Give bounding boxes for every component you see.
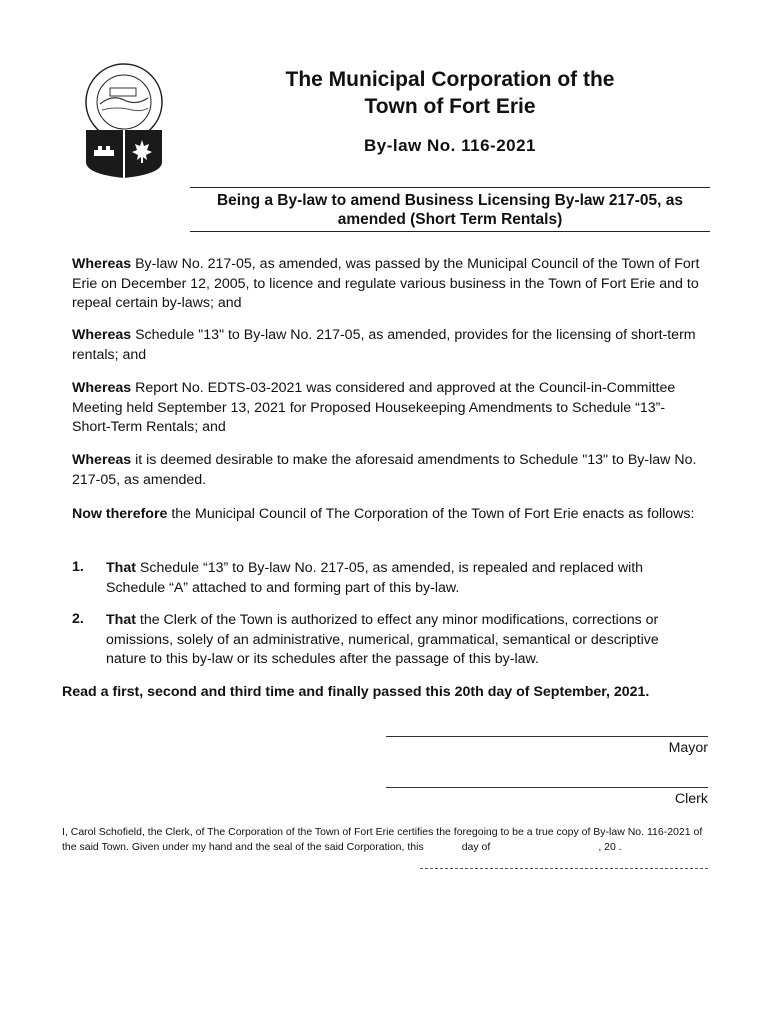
passage-statement: Read a first, second and third time and finally passed this 20th day of September, 2021. xyxy=(62,684,650,700)
clerk-label: Clerk xyxy=(674,791,708,807)
recital-3 xyxy=(72,379,702,438)
clerk-signature-line xyxy=(386,787,708,788)
certification-day-label: day of xyxy=(461,841,491,853)
item-text: the Clerk of the Town is authorized to effect any minor modifications, corrections or omissions, solely of an administrative, numerical, grammatical, semantical or descriptive nature to this by-law or its schedules after the passage of this by-law. xyxy=(106,612,659,667)
recital-text: Schedule "13" to By-law No. 217-05, as amended, provides for the licensing of short-term rentals; and xyxy=(72,327,696,363)
bylaw-subject: Being a By-law to amend Business Licensing By-law 217-05, as amended (Short Term Rentals) xyxy=(190,187,710,232)
certification-text: I, Carol Schofield, the Clerk, of The Corporation of the Town of Fort Erie certifies the foregoing to be a true copy of By-law No. 116-2021 of the said Town. Given under my hand and the seal of the said Corporation, this xyxy=(62,826,703,853)
recital-lead: Whereas xyxy=(72,256,132,272)
mayor-label: Mayor xyxy=(668,740,708,756)
recital-2 xyxy=(72,326,702,365)
item-lead: That xyxy=(106,560,136,576)
recital-lead: Whereas xyxy=(72,327,132,343)
certification-statement xyxy=(62,825,712,855)
recital-text: Report No. EDTS-03-2021 was considered and approved at the Council-in-Committee Meeting held September 13, 2021 for Proposed Housekeeping Amendments to Schedule “13”- Short-Term Rentals; and xyxy=(72,380,676,435)
town-seal-icon xyxy=(72,60,176,180)
enacting-text: the Municipal Council of The Corporation of the Town of Fort Erie enacts as follows: xyxy=(167,506,695,522)
item-text: Schedule “13” to By-law No. 217-05, as amended, is repealed and replaced with Schedule “A” attached to and forming part of this by-law. xyxy=(106,560,644,596)
certification-year-label: , 20 . xyxy=(598,841,622,853)
recital-text: it is deemed desirable to make the aforesaid amendments to Schedule "13" to By-law No. 217-05, as amended. xyxy=(72,452,697,488)
document-title-line2: Town of Fort Erie xyxy=(364,95,536,118)
recital-1 xyxy=(72,255,702,314)
item-number: 1. xyxy=(72,559,84,575)
enactment-item-1 xyxy=(106,559,696,598)
enacting-lead: Now therefore xyxy=(72,506,168,522)
recital-lead: Whereas xyxy=(72,452,132,468)
document-title-line1: The Municipal Corporation of the xyxy=(285,68,615,91)
recital-lead: Whereas xyxy=(72,380,132,396)
certification-signature-line xyxy=(420,868,708,869)
recital-4 xyxy=(72,451,702,490)
item-number: 2. xyxy=(72,611,84,627)
recital-text: By-law No. 217-05, as amended, was passed by the Municipal Council of the Town of Fort Erie on December 12, 2005, to licence and regulate various business in the Town of Fort Erie and to repeal certain by-laws; and xyxy=(72,256,700,311)
item-lead: That xyxy=(106,612,136,628)
enactment-item-2 xyxy=(106,611,696,670)
mayor-signature-line xyxy=(386,736,708,737)
enacting-clause xyxy=(72,505,702,525)
bylaw-number: By-law No. 116-2021 xyxy=(363,136,537,155)
